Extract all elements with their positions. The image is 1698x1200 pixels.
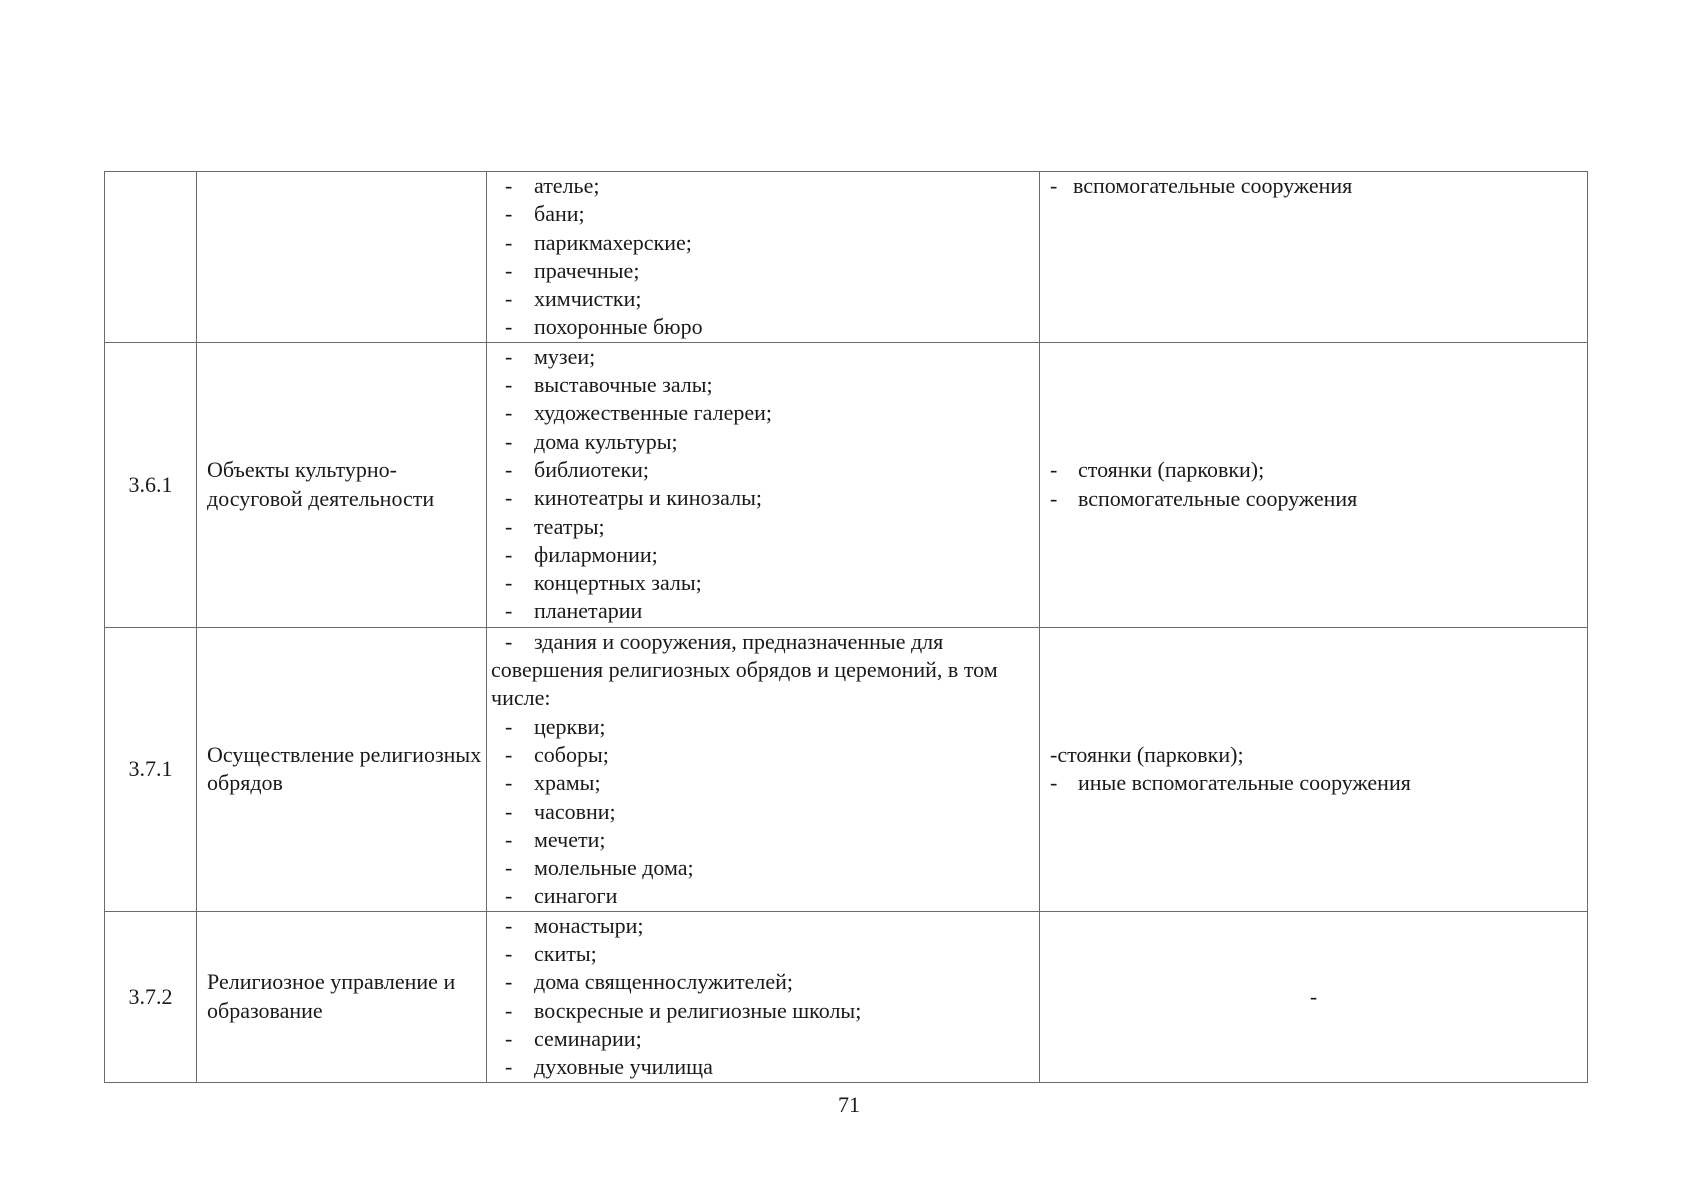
table-row bbox=[105, 342, 1588, 627]
row-name-cell: Религиозное управление и образование bbox=[197, 911, 487, 1082]
auxiliary-uses-list bbox=[1040, 769, 1587, 797]
list-item: - духовные училища bbox=[505, 1054, 713, 1080]
row-code-cell: 3.7.2 bbox=[105, 911, 197, 1082]
permitted-uses-list bbox=[487, 912, 1039, 1082]
list-item: - семинарии; bbox=[505, 1025, 642, 1051]
auxiliary-uses-list bbox=[1040, 172, 1587, 200]
list-item: - бани; bbox=[505, 201, 585, 227]
list-item: - церкви; bbox=[505, 713, 606, 739]
row-name-cell: Объекты культурно-досуговой деятельности bbox=[197, 342, 487, 627]
permitted-uses-cell bbox=[487, 911, 1040, 1082]
auxiliary-uses-cell bbox=[1040, 627, 1588, 911]
auxiliary-uses-list bbox=[1040, 456, 1587, 513]
permitted-uses-list bbox=[487, 343, 1039, 626]
permitted-uses-list bbox=[487, 172, 1039, 342]
list-item: - синагоги bbox=[505, 883, 618, 909]
list-item: - химчистки; bbox=[505, 286, 642, 312]
auxiliary-uses-cell bbox=[1040, 342, 1588, 627]
permitted-uses-cell bbox=[487, 627, 1040, 911]
table-row bbox=[105, 172, 1588, 343]
list-item: - дома священнослужителей; bbox=[505, 969, 794, 995]
auxiliary-uses-cell: - bbox=[1040, 911, 1588, 1082]
permitted-uses-lead-text: - здания и сооружения, предназначенные для совершения религиозных обрядов и церемоний, в том числе: bbox=[491, 628, 998, 711]
list-item: - прачечные; bbox=[505, 257, 640, 283]
permitted-uses-cell bbox=[487, 342, 1040, 627]
table-row bbox=[105, 911, 1588, 1082]
row-name-cell: Осуществление религиозных обрядов bbox=[197, 627, 487, 911]
table-row bbox=[105, 627, 1588, 911]
land-use-table bbox=[104, 171, 1588, 1083]
list-item: - соборы; bbox=[505, 741, 609, 767]
list-item: - мечети; bbox=[505, 826, 606, 852]
list-item: - театры; bbox=[505, 513, 605, 539]
list-item: - дома культуры; bbox=[505, 428, 678, 454]
list-item: - музеи; bbox=[505, 343, 596, 369]
list-item: - стоянки (парковки); bbox=[1050, 457, 1265, 483]
list-item: - парикмахерские; bbox=[505, 229, 692, 255]
list-item: - часовни; bbox=[505, 798, 616, 824]
list-item: - вспомогательные сооружения bbox=[1050, 485, 1358, 511]
page-number: 71 bbox=[838, 1092, 860, 1117]
list-item: - кинотеатры и кинозалы; bbox=[505, 485, 762, 511]
list-item: - концертных залы; bbox=[505, 570, 702, 596]
auxiliary-parking-text: -стоянки (парковки); bbox=[1050, 741, 1244, 767]
row-code-cell: 3.7.1 bbox=[105, 627, 197, 911]
list-item: - монастыри; bbox=[505, 912, 644, 938]
list-item: - молельные дома; bbox=[505, 855, 694, 881]
list-item: - вспомогательные сооружения bbox=[1050, 173, 1353, 198]
list-item: - иные вспомогательные сооружения bbox=[1050, 770, 1411, 796]
list-item: - скиты; bbox=[505, 941, 597, 967]
list-item: - похоронные бюро bbox=[505, 314, 703, 340]
permitted-uses-cell bbox=[487, 172, 1040, 343]
list-item: - планетарии bbox=[505, 598, 643, 624]
list-item: - филармонии; bbox=[505, 541, 658, 567]
row-code-cell bbox=[105, 172, 197, 343]
row-name-cell bbox=[197, 172, 487, 343]
row-code-cell: 3.6.1 bbox=[105, 342, 197, 627]
list-item: - выставочные залы; bbox=[505, 372, 713, 398]
list-item: - воскресные и религиозные школы; bbox=[505, 997, 862, 1023]
list-item: - библиотеки; bbox=[505, 456, 650, 482]
list-item: - ателье; bbox=[505, 173, 600, 198]
auxiliary-uses-cell bbox=[1040, 172, 1588, 343]
permitted-uses-list bbox=[487, 713, 1039, 911]
list-item: - художественные галереи; bbox=[505, 400, 773, 426]
list-item: - храмы; bbox=[505, 770, 601, 796]
